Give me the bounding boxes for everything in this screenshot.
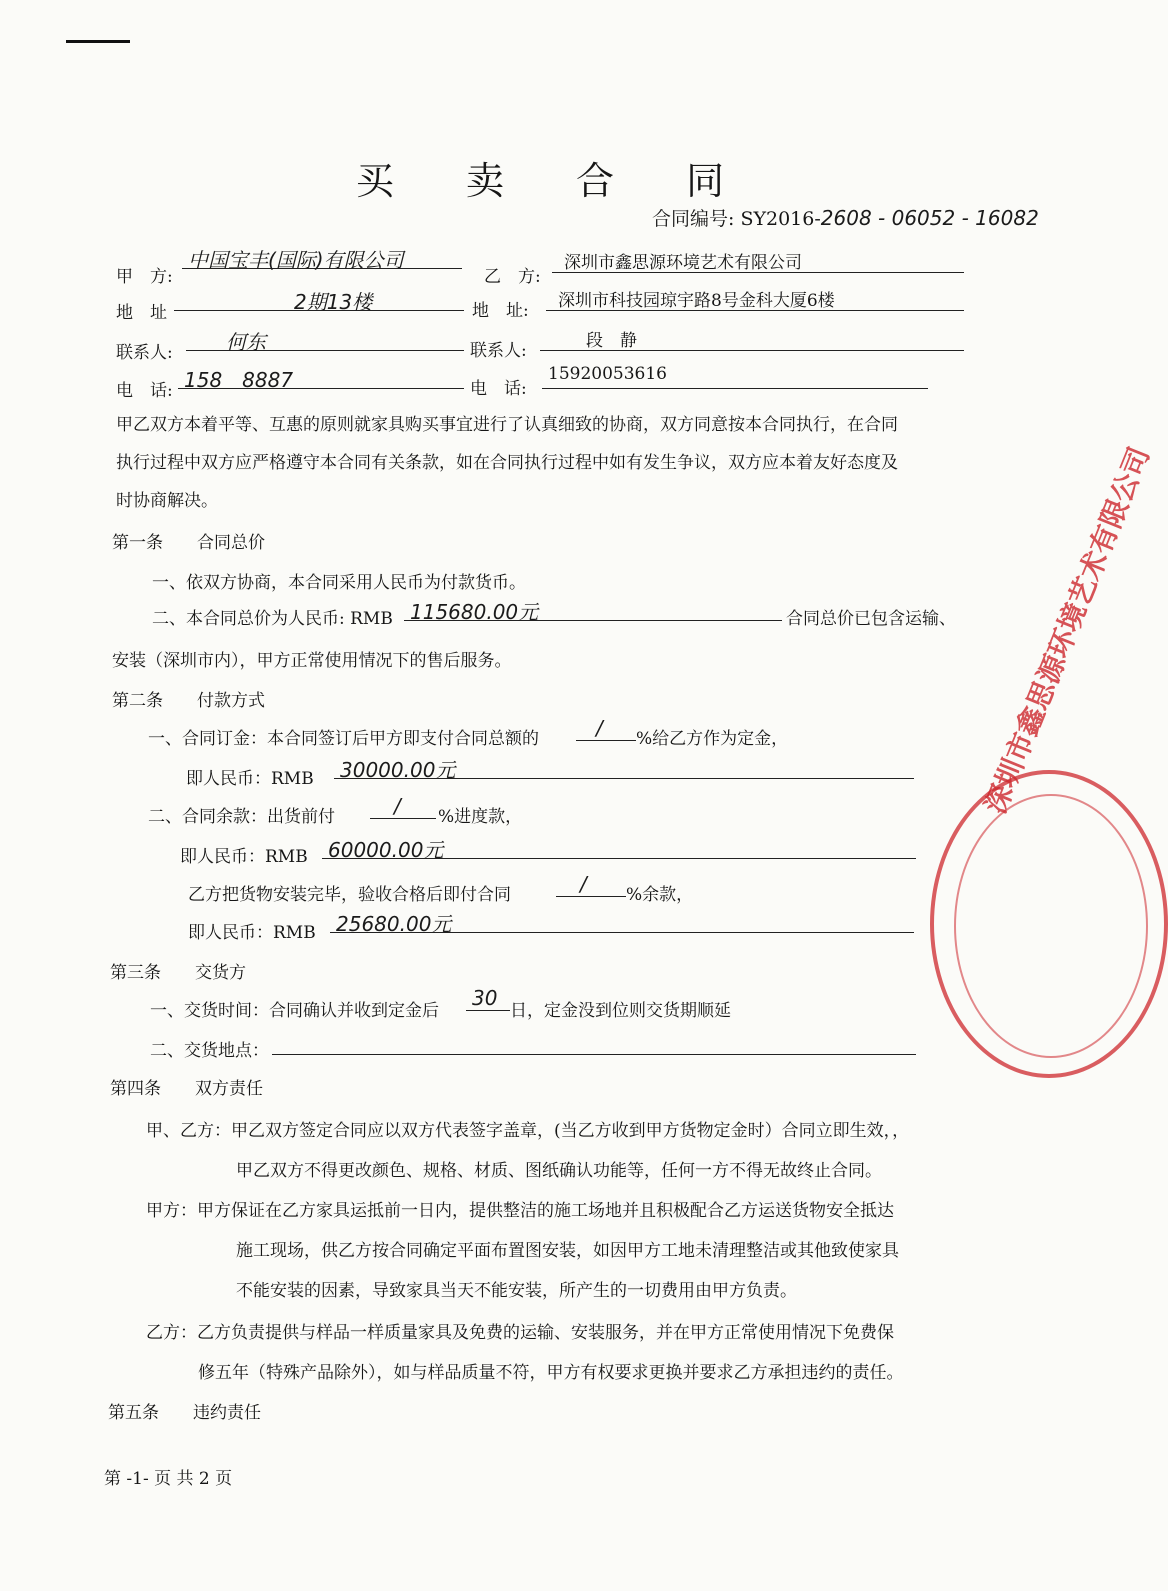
- total-price-value: 115680.00元: [410, 600, 539, 624]
- article-1-item-1: 一、依双方协商，本合同采用人民币为付款货币。: [152, 573, 526, 593]
- address-a-field: [174, 286, 464, 314]
- delivery-time-suffix: 日，定金没到位则交货期顺延: [510, 1001, 731, 1021]
- deposit-pct-field: [576, 716, 636, 741]
- phone-a-field: [178, 364, 464, 392]
- phone-a-label: 电 话:: [116, 381, 173, 401]
- article-5-heading: 第五条 违约责任: [108, 1403, 261, 1423]
- article-2-heading: 第二条 付款方式: [112, 691, 265, 711]
- party-a-name-field: [182, 244, 462, 272]
- final-pct-field: [556, 872, 626, 897]
- phone-b-value: 15920053616: [548, 364, 667, 384]
- deposit-suffix: %给乙方作为定金，: [636, 729, 789, 749]
- contract-number-label: 合同编号: SY2016-: [652, 208, 821, 230]
- address-b-label: 地 址:: [472, 301, 529, 321]
- party-b-duty-line-1: 乙方：乙方负责提供与样品一样质量家具及免费的运输、安装服务，并在甲方正常使用情况下免费保: [146, 1323, 894, 1343]
- phone-a-value: 158 8887: [184, 368, 294, 392]
- intro-line-1: 甲乙双方本着平等、互惠的原则就家具购买事宜进行了认真细致的协商，双方同意按本合同执行，在合同: [116, 415, 898, 435]
- company-seal: [930, 442, 1168, 1078]
- contact-b-value: 段 静: [586, 331, 637, 351]
- balance-prefix: 二、合同余款：出货前付: [148, 807, 335, 827]
- article-3-heading: 第三条 交货方: [110, 963, 246, 983]
- balance-rmb-value: 60000.00元: [328, 838, 444, 862]
- deposit-prefix: 一、合同订金：本合同签订后甲方即支付合同总额的: [148, 729, 539, 749]
- delivery-time-prefix: 一、交货时间：合同确认并收到定金后: [150, 1001, 439, 1021]
- balance-pct-field: [370, 794, 436, 819]
- article-1-item-2-suffix: 合同总价已包含运输、: [786, 609, 956, 629]
- party-b-name-field: [552, 248, 964, 273]
- balance-suffix: %进度款，: [438, 807, 523, 827]
- company-seal-text: 深圳市鑫思源环境艺术有限公司: [978, 442, 1157, 819]
- intro-line-3: 时协商解决。: [116, 491, 218, 511]
- contact-a-field: [186, 326, 464, 354]
- contract-number-handwritten: 2608 - 06052 - 16082: [820, 206, 1039, 230]
- both-parties-line-2: 甲乙双方不得更改颜色、规格、材质、图纸确认功能等，任何一方不得无故终止合同。: [236, 1161, 882, 1181]
- party-a-label: 甲 方:: [116, 267, 173, 287]
- party-a-name: 中国宝丰(国际)有限公司: [188, 248, 404, 272]
- delivery-days-field: [466, 986, 510, 1011]
- address-b-field: [546, 286, 964, 311]
- phone-b-label: 电 话:: [470, 379, 527, 399]
- final-suffix: %余款，: [626, 885, 694, 905]
- address-b-value: 深圳市科技园琼宇路8号金科大厦6楼: [558, 291, 835, 311]
- balance-rmb-field: [322, 834, 916, 862]
- company-seal-inner-ring: [954, 794, 1148, 1058]
- intro-line-2: 执行过程中双方应严格遵守本合同有关条款，如在合同执行过程中如有发生争议，双方应本着友好态度及: [116, 453, 898, 473]
- corner-mark: [66, 40, 130, 43]
- party-a-duty-line-2: 施工现场，供乙方按合同确定平面布置图安装，如因甲方工地未清理整洁或其他致使家具: [236, 1241, 899, 1261]
- phone-b-field: [542, 364, 928, 389]
- delivery-place-field: [272, 1030, 916, 1055]
- party-b-duty-line-2: 修五年（特殊产品除外），如与样品质量不符，甲方有权要求更换并要求乙方承担违约的责任。: [198, 1363, 904, 1383]
- party-a-duty-line-3: 不能安装的因素，导致家具当天不能安装，所产生的一切费用由甲方负责。: [236, 1281, 797, 1301]
- article-1-item-2-cont: 安装（深圳市内），甲方正常使用情况下的售后服务。: [112, 651, 512, 671]
- page-footer: 第 -1- 页 共 2 页: [104, 1469, 233, 1489]
- contract-number: [652, 204, 1039, 231]
- article-1-item-2-prefix: 二、本合同总价为人民币: RMB: [152, 609, 393, 629]
- contact-b-label: 联系人:: [470, 341, 527, 361]
- article-1-heading: 第一条 合同总价: [112, 533, 265, 553]
- final-rmb-value: 25680.00元: [336, 912, 452, 936]
- party-b-label: 乙 方:: [484, 267, 541, 287]
- contact-a-label: 联系人:: [116, 343, 173, 363]
- final-rmb-field: [330, 908, 914, 936]
- page-title: 买 卖 合 同: [355, 159, 755, 203]
- deposit-rmb-field: [334, 754, 914, 782]
- contact-b-field: [540, 326, 964, 351]
- deposit-pct: /: [596, 716, 603, 740]
- address-a-label: 地 址: [116, 303, 167, 323]
- balance-pct: /: [394, 794, 401, 818]
- deposit-rmb-value: 30000.00元: [340, 758, 456, 782]
- final-pct: /: [580, 872, 587, 896]
- both-parties-line-1: 甲、乙方：甲乙双方签定合同应以双方代表签字盖章，(当乙方收到甲方货物定金时）合同立即生效，，: [146, 1121, 910, 1141]
- article-4-heading: 第四条 双方责任: [110, 1079, 263, 1099]
- address-a-value: 2期13楼: [294, 290, 373, 314]
- delivery-place-label: 二、交货地点：: [150, 1041, 269, 1061]
- contact-a-value: 何东: [226, 330, 266, 354]
- final-prefix: 乙方把货物安装完毕，验收合格后即付合同: [188, 885, 511, 905]
- deposit-rmb-label: 即人民币：RMB: [186, 769, 314, 789]
- party-a-duty-line-1: 甲方：甲方保证在乙方家具运抵前一日内，提供整洁的施工场地并且积极配合乙方运送货物安全抵达: [146, 1201, 894, 1221]
- delivery-days: 30: [472, 986, 498, 1010]
- party-b-name: 深圳市鑫思源环境艺术有限公司: [564, 253, 802, 273]
- balance-rmb-label: 即人民币：RMB: [180, 847, 308, 867]
- final-rmb-label: 即人民币：RMB: [188, 923, 316, 943]
- total-price-field: [404, 596, 782, 624]
